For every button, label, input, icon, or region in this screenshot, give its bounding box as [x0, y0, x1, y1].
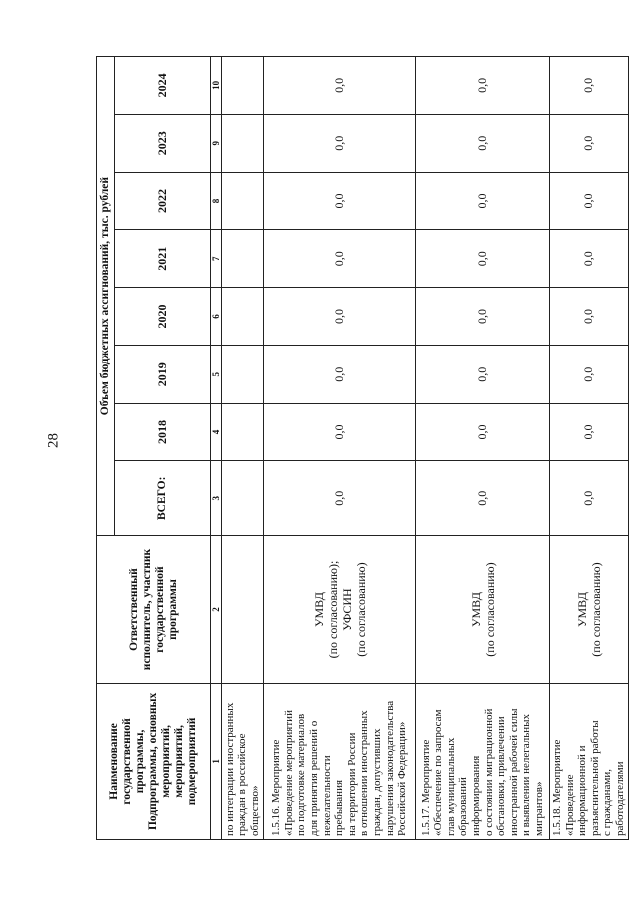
header-program-name-line: Наименование	[108, 723, 120, 800]
executor-cell	[416, 536, 550, 684]
year-value-cell: 0,0	[416, 57, 550, 115]
header-executor	[97, 536, 211, 684]
activity-name-line: по подготовке материалов	[295, 713, 308, 836]
total-value-cell: 0,0	[416, 461, 550, 536]
year-value-cell	[222, 57, 264, 115]
header-year: 2019	[115, 345, 211, 403]
page-number: 28	[45, 433, 62, 448]
year-value-cell: 0,0	[416, 403, 550, 461]
column-number: 6	[211, 288, 222, 346]
header-program-name-line: государственной	[121, 718, 133, 805]
activity-name-line: о состоянии миграционной	[482, 708, 495, 836]
activity-name-line: обстановки, привлечении	[495, 716, 508, 836]
year-value-cell: 0,0	[550, 403, 629, 461]
year-value-cell: 0,0	[550, 172, 629, 230]
column-number: 10	[211, 57, 222, 115]
total-value-cell: 0,0	[550, 461, 629, 536]
column-number: 1	[211, 683, 222, 839]
executor-cell	[550, 536, 629, 684]
activity-name-line: общество»	[248, 785, 261, 836]
year-value-cell: 0,0	[550, 288, 629, 346]
year-value-cell: 0,0	[550, 230, 629, 288]
header-executor-line: государственной	[153, 566, 166, 653]
year-value-cell: 0,0	[264, 403, 416, 461]
rotated-table-sheet	[96, 56, 626, 840]
year-value-cell: 0,0	[416, 345, 550, 403]
total-value-cell: 0,0	[264, 461, 416, 536]
column-number: 9	[211, 114, 222, 172]
activity-name-line: граждан в российское	[236, 733, 249, 836]
year-value-cell: 0,0	[264, 345, 416, 403]
activity-name-line: и выявлении нелегальных	[520, 713, 533, 836]
activity-name-line: Российской Федерации»	[396, 721, 409, 836]
header-executor-line: Ответственный	[127, 568, 140, 651]
activity-name-line: «Обеспечение по запросам	[432, 709, 445, 836]
column-number: 7	[211, 230, 222, 288]
header-year: 2020	[115, 288, 211, 346]
activity-name-line: по интеграции иностранных	[223, 702, 236, 836]
header-program-name-line: мероприятий,	[160, 725, 172, 798]
activity-name-line: работодателями	[613, 761, 626, 836]
activity-name-line: разъяснительной работы	[588, 720, 601, 836]
header-year: 2021	[115, 230, 211, 288]
column-number: 4	[211, 403, 222, 461]
header-budget: Объем бюджетных ассигнований, тыс. рублей	[97, 57, 115, 536]
executor-line: (по согласованию)	[353, 562, 368, 657]
year-value-cell: 0,0	[264, 114, 416, 172]
activity-name-line: для принятия решений о	[308, 720, 321, 836]
table-body	[222, 57, 629, 840]
year-value-cell: 0,0	[416, 172, 550, 230]
header-year: 2022	[115, 172, 211, 230]
activity-name-line: «Проведение	[563, 774, 576, 836]
header-year: 2024	[115, 57, 211, 115]
executor-line: УМВД	[574, 592, 589, 627]
year-value-cell	[222, 230, 264, 288]
column-number: 2	[211, 536, 222, 684]
table-row	[222, 57, 264, 840]
executor-line: УМВД	[468, 592, 483, 627]
activity-name-line: глав муниципальных	[444, 737, 457, 836]
header-program-name-line: подмероприятий	[186, 717, 198, 806]
budget-table	[96, 56, 629, 840]
year-value-cell: 0,0	[416, 114, 550, 172]
year-value-cell	[222, 172, 264, 230]
activity-name-line: 1.5.16. Мероприятие	[270, 739, 283, 836]
year-value-cell: 0,0	[264, 288, 416, 346]
activity-name-line: иностранной рабочей силы	[507, 708, 520, 836]
executor-line: УФСИН	[339, 588, 354, 631]
header-executor-line: исполнитель, участник	[140, 548, 153, 671]
column-number: 8	[211, 172, 222, 230]
activity-name-line: 1.5.17. Мероприятие	[419, 739, 432, 836]
header-total: ВСЕГО:	[115, 461, 211, 536]
header-program-name-line: Подпрограммы, основных	[147, 692, 159, 831]
year-value-cell: 0,0	[264, 230, 416, 288]
year-value-cell: 0,0	[264, 57, 416, 115]
column-number: 3	[211, 461, 222, 536]
header-executor-line: программы	[166, 579, 179, 640]
activity-name-cell	[264, 683, 416, 839]
executor-line: (по согласованию);	[325, 560, 340, 659]
year-value-cell: 0,0	[550, 114, 629, 172]
activity-name-line: 1.5.18. Мероприятие	[551, 739, 563, 836]
activity-name-line: нарушения законодательства	[383, 700, 396, 836]
activity-name-cell	[416, 683, 550, 839]
year-value-cell: 0,0	[264, 172, 416, 230]
year-value-cell	[222, 403, 264, 461]
year-value-cell: 0,0	[416, 288, 550, 346]
activity-name-line: с гражданами,	[601, 769, 614, 836]
activity-name-cell	[222, 683, 264, 839]
executor-cell	[264, 536, 416, 684]
header-program-name-line: программы,	[134, 729, 146, 794]
total-value-cell	[222, 461, 264, 536]
activity-name-line: информирования	[469, 755, 482, 836]
table-row	[416, 57, 550, 840]
activity-name-line: образований	[457, 777, 470, 836]
year-value-cell	[222, 288, 264, 346]
activity-name-line: в отношении иностранных	[358, 710, 371, 836]
activity-name-line: «Проведение мероприятий	[282, 710, 295, 836]
executor-line: УМВД	[311, 592, 326, 627]
header-year: 2023	[115, 114, 211, 172]
executor-cell	[222, 536, 264, 684]
activity-name-line: нежелательности	[320, 755, 333, 836]
header-program-name	[97, 683, 211, 839]
executor-line: (по согласованию)	[482, 562, 497, 657]
executor-line: (по согласованию)	[588, 562, 603, 657]
activity-name-line: пребывания	[333, 779, 346, 836]
year-value-cell: 0,0	[550, 57, 629, 115]
header-program-name-line: мероприятий,	[173, 725, 185, 798]
activity-name-line: информационной и	[576, 745, 589, 836]
activity-name-line: мигрантов»	[532, 781, 545, 836]
table-row	[550, 57, 629, 840]
activity-name-cell	[550, 683, 629, 839]
activity-name-line: на территории России	[345, 732, 358, 836]
table-row	[264, 57, 416, 840]
year-value-cell	[222, 345, 264, 403]
column-number: 5	[211, 345, 222, 403]
activity-name-line: граждан, допустивших	[370, 728, 383, 836]
year-value-cell: 0,0	[550, 345, 629, 403]
year-value-cell: 0,0	[416, 230, 550, 288]
year-value-cell	[222, 114, 264, 172]
header-year: 2018	[115, 403, 211, 461]
